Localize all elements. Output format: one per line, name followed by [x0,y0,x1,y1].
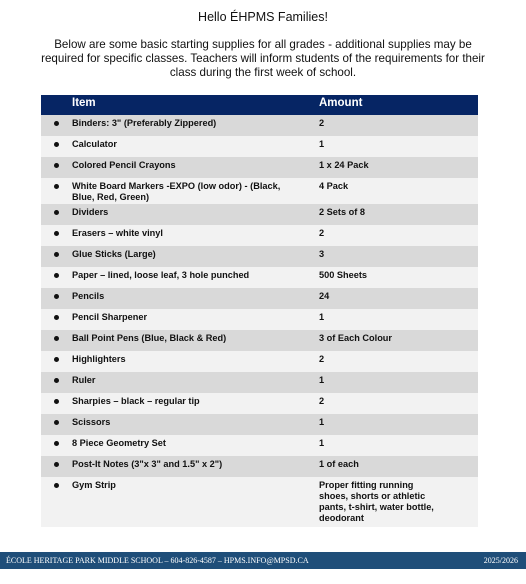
table-row [41,288,478,309]
bullet-icon [54,420,59,425]
item-cell: Dividers [72,207,109,217]
table-row [41,435,478,456]
item-cell: Ruler [72,375,96,385]
supplies-table [41,95,478,527]
item-cell: Highlighters [72,354,126,364]
item-cell: Calculator [72,139,117,149]
item-cell: Colored Pencil Crayons [72,160,176,170]
intro-paragraph [0,38,526,80]
amount-cell: 1 [319,438,325,448]
table-row [41,267,478,288]
intro-line: class during the first week of school. [169,66,357,79]
bullet-icon [54,483,59,488]
table-row [41,178,478,204]
amount-cell: 1 [319,375,325,385]
item-cell: 8 Piece Geometry Set [72,438,166,448]
footer-bar [0,552,526,569]
item-cell: Paper – lined, loose leaf, 3 hole punched [72,270,250,280]
table-row [41,225,478,246]
amount-cell: 1 x 24 Pack [319,160,369,170]
table-row [41,204,478,225]
table-header [41,95,478,115]
item-cell: Binders: 3" (Preferably Zippered) [72,118,217,128]
amount-cell: 1 of each [319,459,359,469]
school-contact: ÉCOLE HERITAGE PARK MIDDLE SCHOOL – 604-826-4587 – HPMS.INFO@MPSD.CA [6,556,309,565]
table-row [41,136,478,157]
amount-cell: 500 Sheets [319,270,368,280]
school-year: 2025/2026 [483,556,518,565]
item-cell: Glue Sticks (Large) [72,249,156,259]
item-cell: Erasers – white vinyl [72,228,163,238]
table-row [41,330,478,351]
amount-cell: 2 [319,228,325,238]
bullet-icon [54,441,59,446]
amount-cell: 2 [319,118,325,128]
intro-line: required for specific classes. Teachers will inform students of the requirements for their [41,52,485,65]
table-row [41,477,478,527]
amount-cell: 1 [319,417,325,427]
item-column-header: Item [72,97,96,109]
item-cell: Pencils [72,291,105,301]
bullet-icon [54,294,59,299]
item-cell: Post-It Notes (3"x 3" and 1.5" x 2") [72,459,223,469]
item-cell: Sharpies – black – regular tip [72,396,200,406]
amount-cell: 2 [319,354,325,364]
amount-cell: 1 [319,139,325,149]
item-cell: Scissors [72,417,111,427]
table-row [41,351,478,372]
table-row [41,456,478,477]
bullet-icon [54,210,59,215]
amount-cell: 4 Pack [319,181,349,191]
bullet-icon [54,315,59,320]
item-cell: White Board Markers -EXPO (low odor) - (Black, Blue, Red, Green) [72,181,281,202]
table-row [41,157,478,178]
item-cell: Gym Strip [72,480,116,490]
bullet-icon [54,273,59,278]
bullet-icon [54,184,59,189]
amount-cell: 3 of Each Colour [319,333,392,343]
bullet-icon [54,357,59,362]
bullet-icon [54,378,59,383]
bullet-icon [54,462,59,467]
bullet-icon [54,252,59,257]
table-row [41,372,478,393]
amount-cell: 3 [319,249,325,259]
amount-cell: 1 [319,312,325,322]
table-row [41,393,478,414]
bullet-icon [54,336,59,341]
amount-cell: 2 [319,396,325,406]
table-row [41,246,478,267]
bullet-icon [54,399,59,404]
table-row [41,414,478,435]
bullet-icon [54,142,59,147]
intro-line: Below are some basic starting supplies for all grades - additional supplies may be [54,38,472,51]
table-body [41,115,478,527]
amount-cell: 24 [319,291,330,301]
bullet-icon [54,163,59,168]
greeting-heading: Hello ÉHPMS Families! [198,10,328,24]
item-cell: Ball Point Pens (Blue, Black & Red) [72,333,227,343]
table-row [41,115,478,136]
amount-column-header: Amount [319,97,363,109]
bullet-icon [54,121,59,126]
amount-cell: 2 Sets of 8 [319,207,365,217]
table-row [41,309,478,330]
amount-cell: Proper fitting running shoes, shorts or athletic pants, t-shirt, water bottle, deodorant [319,480,434,523]
bullet-icon [54,231,59,236]
item-cell: Pencil Sharpener [72,312,148,322]
